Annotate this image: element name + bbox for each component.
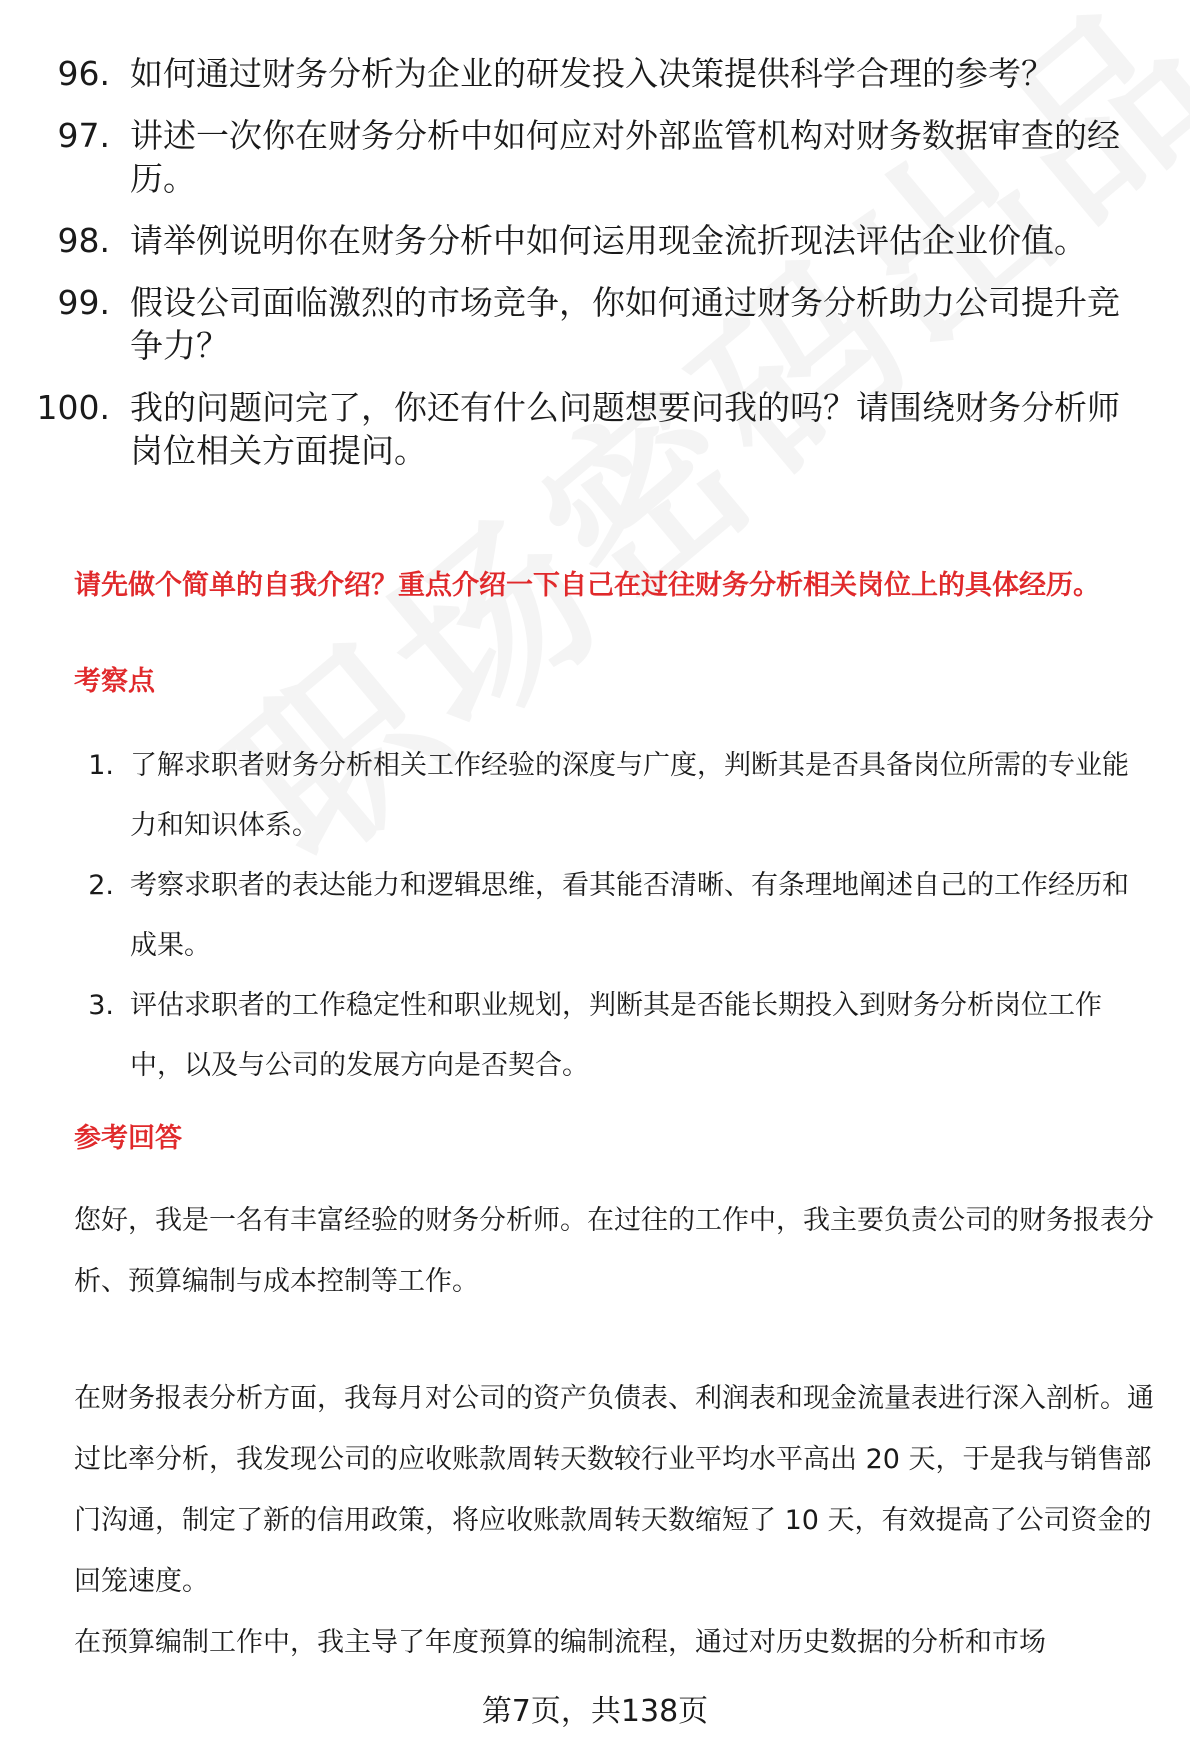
list-item xyxy=(0,281,1190,367)
list-item xyxy=(0,219,1190,262)
question-number: 96. xyxy=(57,54,110,93)
point-text: 评估求职者的工作稳定性和职业规划，判断其是否能长期投入到财务分析岗位工作中，以及与公司的发展方向是否契合。 xyxy=(130,990,1102,1081)
question-text: 假设公司面临激烈的市场竞争，你如何通过财务分析助力公司提升竞争力？ xyxy=(130,283,1120,365)
point-number: 2. xyxy=(88,870,114,901)
point-text: 考察求职者的表达能力和逻辑思维，看其能否清晰、有条理地阐述自己的工作经历和成果。 xyxy=(130,870,1129,961)
exam-points-list xyxy=(0,736,1190,1096)
list-item xyxy=(0,976,1190,1096)
question-number: 99. xyxy=(57,283,110,322)
question-number: 100. xyxy=(36,388,110,427)
list-item xyxy=(0,114,1190,200)
section-title: 请先做个简单的自我介绍？重点介绍一下自己在过往财务分析相关岗位上的具体经历。 xyxy=(74,570,1100,601)
point-number: 3. xyxy=(88,990,114,1021)
question-text: 如何通过财务分析为企业的研发投入决策提供科学合理的参考？ xyxy=(130,54,1054,93)
list-item xyxy=(0,856,1190,976)
point-number: 1. xyxy=(88,750,114,781)
answer-paragraph: 您好，我是一名有丰富经验的财务分析师。在过往的工作中，我主要负责公司的财务报表分析、预算编制与成本控制等工作。 xyxy=(74,1205,1154,1297)
question-text: 请举例说明你在财务分析中如何运用现金流折现法评估企业价值。 xyxy=(130,221,1087,260)
question-number: 98. xyxy=(57,221,110,260)
reference-answer-heading: 参考回答 xyxy=(74,1123,182,1154)
question-text: 我的问题问完了，你还有什么问题想要问我的吗？请围绕财务分析师岗位相关方面提问。 xyxy=(130,388,1120,470)
question-text: 讲述一次你在财务分析中如何应对外部监管机构对财务数据审查的经历。 xyxy=(130,116,1120,198)
exam-points-heading: 考察点 xyxy=(74,666,155,697)
question-number: 97. xyxy=(57,116,110,155)
list-item xyxy=(0,52,1190,95)
answer-paragraph: 在预算编制工作中，我主导了年度预算的编制流程，通过对历史数据的分析和市场 xyxy=(74,1627,1046,1658)
page-number: 第7页，共138页 xyxy=(481,1694,709,1729)
list-item xyxy=(0,736,1190,856)
question-list xyxy=(0,52,1190,491)
list-item xyxy=(0,386,1190,472)
point-text: 了解求职者财务分析相关工作经验的深度与广度，判断其是否具备岗位所需的专业能力和知识体系。 xyxy=(130,750,1129,841)
answer-paragraph: 在财务报表分析方面，我每月对公司的资产负债表、利润表和现金流量表进行深入剖析。通过比率分析，我发现公司的应收账款周转天数较行业平均水平高出 20 天，于是我与销售部门沟通，制定了新的信用政策，将应收账款周转天数缩短了 10 天，有效提高了公司资金的回笼速度。 xyxy=(74,1383,1154,1597)
